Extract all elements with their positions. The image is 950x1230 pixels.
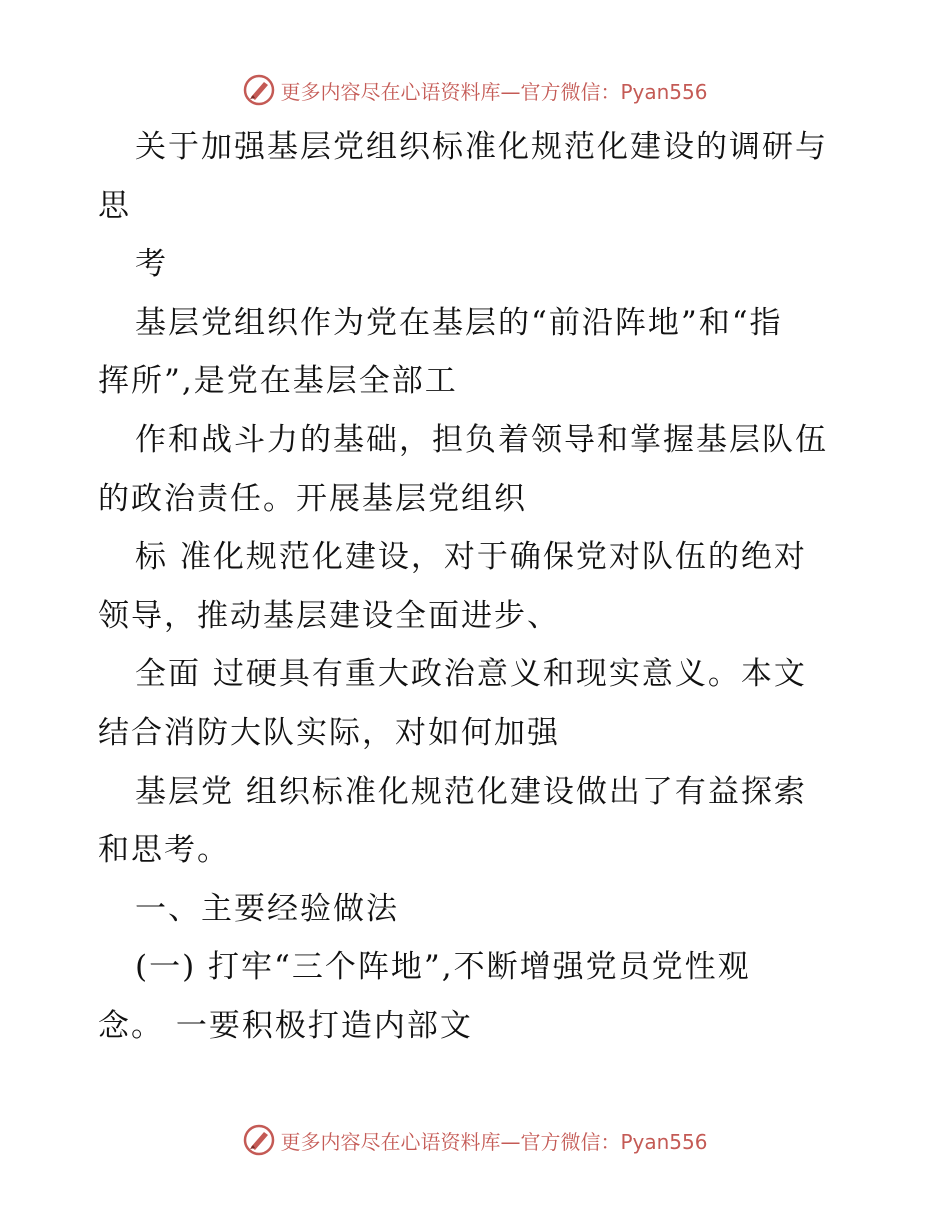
text-line: 的政治责任。开展基层党组织 — [98, 480, 527, 517]
pen-circle-logo-icon — [242, 1123, 276, 1157]
text-line: 结合消防大队实际，对如何加强 — [98, 714, 560, 751]
pen-circle-logo-icon — [242, 73, 276, 107]
text-line: 挥所”,是党在基层全部工 — [98, 363, 458, 400]
text-line: 念。 一要积极打造内部文 — [98, 1007, 473, 1044]
text-line: 全面 过硬具有重大政治意义和现实意义。本文 — [135, 656, 807, 693]
text-line: 基层党 组织标准化规范化建设做出了有益探索 — [135, 773, 807, 810]
footer-watermark-banner — [0, 1120, 950, 1160]
header-watermark-banner — [0, 70, 950, 110]
header-watermark-text: 更多内容尽在心语资料库—官方微信：Pyan556 — [280, 79, 708, 104]
text-line: 作和战斗力的基础，担负着领导和掌握基层队伍 — [135, 421, 828, 458]
text-line: 基层党组织作为党在基层的“前沿阵地”和“指 — [135, 304, 783, 341]
footer-watermark-text: 更多内容尽在心语资料库—官方微信：Pyan556 — [280, 1129, 708, 1154]
text-line: (一) 打牢“三个阵地”,不断增强党员党性观 — [135, 949, 751, 986]
text-line: 和思考。 — [98, 832, 230, 869]
text-line: 领导，推动基层建设全面进步、 — [98, 597, 560, 634]
text-line: 考 — [135, 246, 168, 283]
text-line: 标 准化规范化建设，对于确保党对队伍的绝对 — [135, 539, 807, 576]
text-line: 思 — [98, 187, 131, 224]
document-body — [98, 118, 858, 1056]
text-line: 一、主要经验做法 — [135, 890, 399, 927]
text-line: 关于加强基层党组织标准化规范化建设的调研与 — [135, 129, 828, 165]
